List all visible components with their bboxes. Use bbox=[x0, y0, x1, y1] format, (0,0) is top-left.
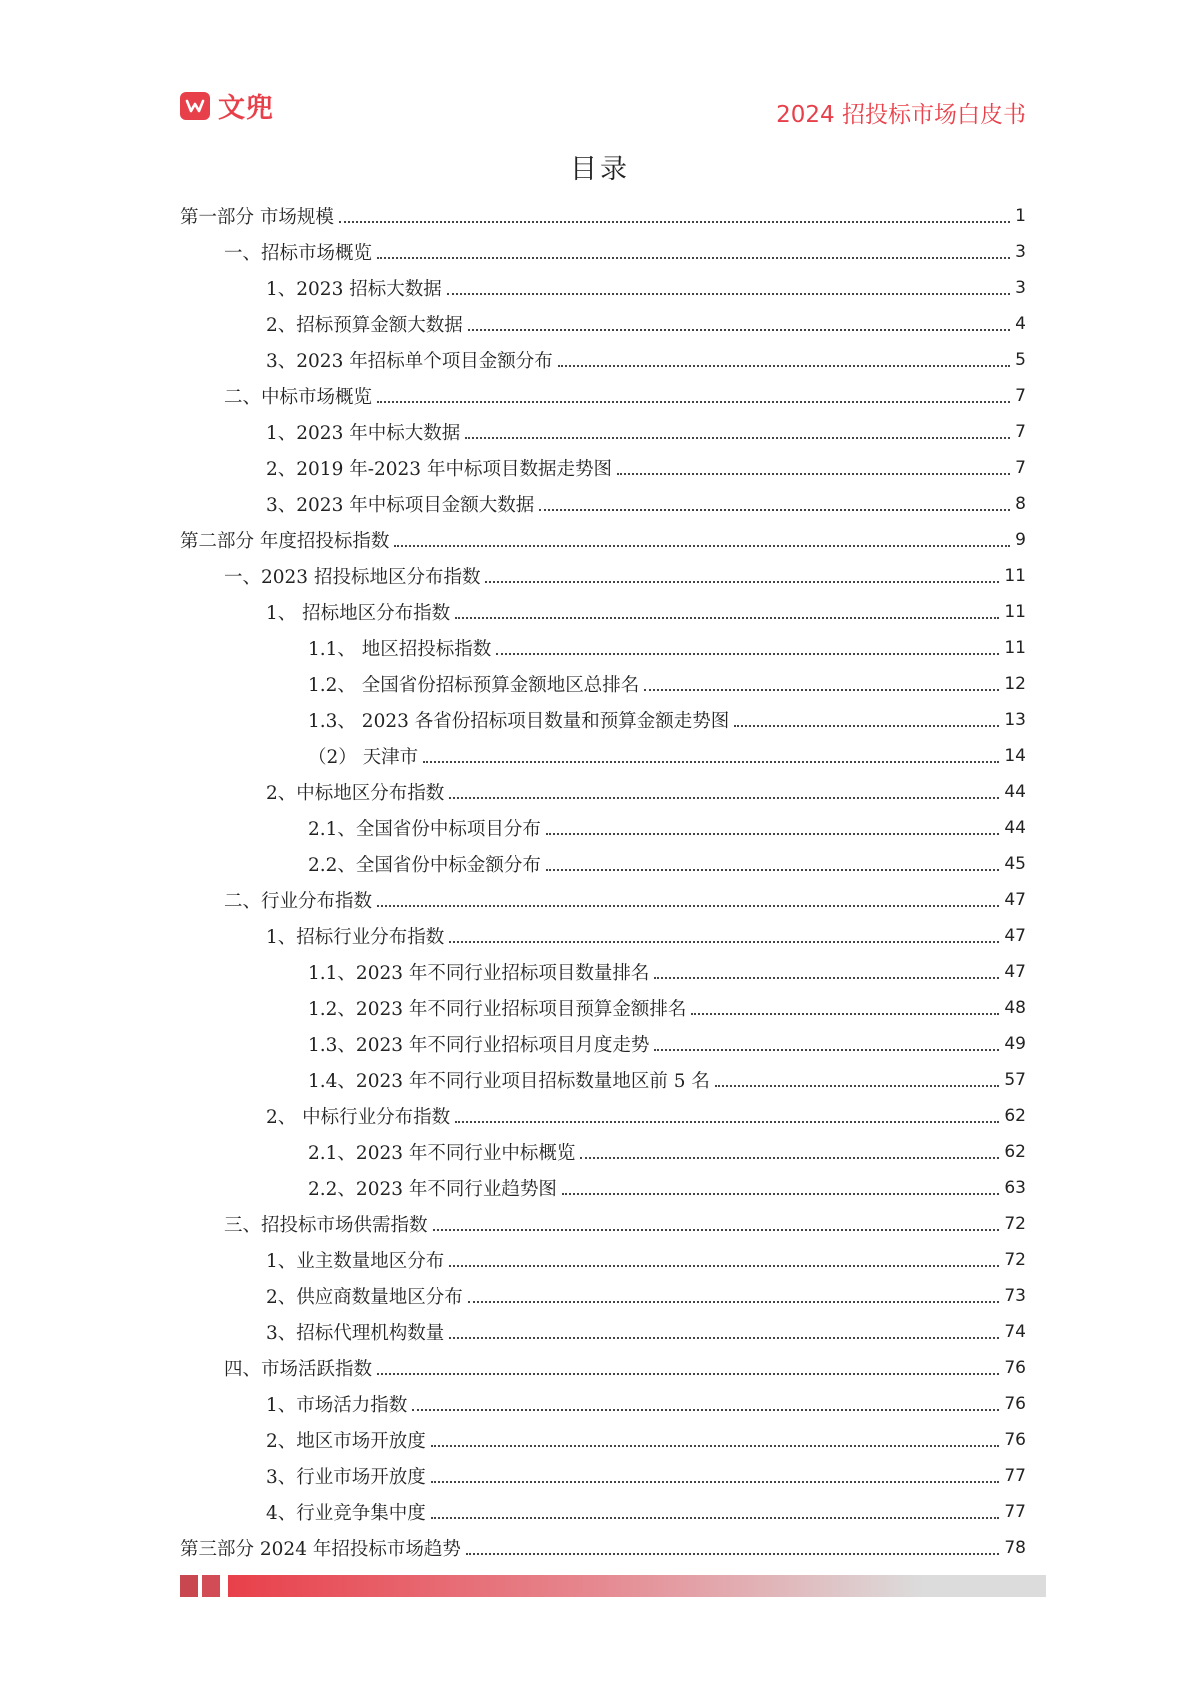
toc-dot-leader bbox=[558, 365, 1010, 367]
toc-entry-page: 72 bbox=[1004, 1214, 1026, 1234]
toc-entry-label: 1、业主数量地区分布 bbox=[266, 1251, 445, 1272]
toc-entry[interactable] bbox=[180, 198, 1026, 234]
toc-entry[interactable] bbox=[180, 1278, 1026, 1314]
toc-dot-leader bbox=[449, 941, 999, 943]
toc-dot-leader bbox=[691, 1013, 999, 1015]
toc-dot-leader bbox=[455, 1121, 999, 1123]
toc-entry-label: 第三部分 2024 年招投标市场趋势 bbox=[180, 1539, 461, 1560]
toc-entry-page: 44 bbox=[1004, 818, 1026, 838]
toc-dot-leader bbox=[423, 761, 999, 763]
toc-entry-page: 48 bbox=[1004, 998, 1026, 1018]
toc-entry-label: 3、2023 年中标项目金额大数据 bbox=[266, 495, 535, 516]
toc-entry-page: 7 bbox=[1015, 386, 1026, 406]
toc-dot-leader bbox=[562, 1193, 999, 1195]
toc-entry-label: 3、招标代理机构数量 bbox=[266, 1323, 445, 1344]
toc-title: 目录 bbox=[570, 154, 630, 185]
footer-gradient-bar bbox=[228, 1575, 1046, 1597]
toc-entry[interactable] bbox=[180, 990, 1026, 1026]
toc-dot-leader bbox=[447, 293, 1010, 295]
toc-entry-label: 一、2023 招投标地区分布指数 bbox=[224, 567, 481, 588]
toc-entry[interactable] bbox=[180, 378, 1026, 414]
toc-dot-leader bbox=[377, 905, 999, 907]
toc-dot-leader bbox=[412, 1409, 999, 1411]
page-header bbox=[180, 86, 1026, 126]
toc-entry-label: 4、行业竞争集中度 bbox=[266, 1503, 426, 1524]
toc-entry-label: 一、招标市场概览 bbox=[224, 243, 373, 264]
toc-dot-leader bbox=[468, 1301, 1000, 1303]
toc-entry-page: 72 bbox=[1004, 1250, 1026, 1270]
toc-entry[interactable] bbox=[180, 1062, 1026, 1098]
toc-entry[interactable] bbox=[180, 1314, 1026, 1350]
toc-entry-page: 76 bbox=[1004, 1394, 1026, 1414]
toc-entry-page: 3 bbox=[1015, 278, 1026, 298]
toc-entry-label: （2） 天津市 bbox=[308, 747, 419, 768]
toc-entry-label: 1、2023 招标大数据 bbox=[266, 279, 442, 300]
toc-entry-label: 2、供应商数量地区分布 bbox=[266, 1287, 463, 1308]
toc-entry-page: 77 bbox=[1004, 1502, 1026, 1522]
toc-entry-page: 5 bbox=[1015, 350, 1026, 370]
toc-dot-leader bbox=[580, 1157, 999, 1159]
brand-logo bbox=[180, 86, 274, 125]
footer-square bbox=[202, 1575, 220, 1597]
toc-entry[interactable] bbox=[180, 342, 1026, 378]
toc-entry-page: 74 bbox=[1004, 1322, 1026, 1342]
toc-entry[interactable] bbox=[180, 1026, 1026, 1062]
toc-dot-leader bbox=[377, 1373, 999, 1375]
toc-entry[interactable] bbox=[180, 846, 1026, 882]
toc-entry[interactable] bbox=[180, 954, 1026, 990]
toc-dot-leader bbox=[394, 545, 1010, 547]
toc-entry-page: 13 bbox=[1004, 710, 1026, 730]
toc-entry-label: 2.2、2023 年不同行业趋势图 bbox=[308, 1179, 557, 1200]
toc-entry[interactable] bbox=[180, 1134, 1026, 1170]
toc-entry-page: 77 bbox=[1004, 1466, 1026, 1486]
toc-entry[interactable] bbox=[180, 666, 1026, 702]
toc-entry[interactable] bbox=[180, 1494, 1026, 1530]
toc-entry-label: 1.2、 全国省份招标预算金额地区总排名 bbox=[308, 675, 640, 696]
toc-entry-label: 1.1、 地区招投标指数 bbox=[308, 639, 492, 660]
toc-entry-page: 1 bbox=[1015, 206, 1026, 226]
toc-entry-label: 2.2、全国省份中标金额分布 bbox=[308, 855, 541, 876]
toc-entry[interactable] bbox=[180, 1242, 1026, 1278]
table-of-contents bbox=[180, 198, 1026, 1566]
toc-dot-leader bbox=[377, 257, 1010, 259]
toc-entry[interactable] bbox=[180, 882, 1026, 918]
toc-entry-page: 14 bbox=[1004, 746, 1026, 766]
toc-entry[interactable] bbox=[180, 918, 1026, 954]
toc-entry-page: 44 bbox=[1004, 782, 1026, 802]
toc-entry-page: 11 bbox=[1004, 566, 1026, 586]
toc-entry[interactable] bbox=[180, 774, 1026, 810]
toc-entry[interactable] bbox=[180, 1530, 1026, 1566]
toc-entry-page: 12 bbox=[1004, 674, 1026, 694]
toc-entry-label: 1.3、 2023 各省份招标项目数量和预算金额走势图 bbox=[308, 711, 730, 732]
toc-entry-page: 9 bbox=[1015, 530, 1026, 550]
toc-entry[interactable] bbox=[180, 702, 1026, 738]
toc-entry[interactable] bbox=[180, 1098, 1026, 1134]
toc-dot-leader bbox=[654, 977, 999, 979]
toc-entry-label: 二、行业分布指数 bbox=[224, 891, 373, 912]
toc-entry-page: 78 bbox=[1004, 1538, 1026, 1558]
toc-dot-leader bbox=[449, 797, 999, 799]
toc-dot-leader bbox=[734, 725, 999, 727]
toc-entry[interactable] bbox=[180, 1422, 1026, 1458]
toc-dot-leader bbox=[496, 653, 999, 655]
toc-dot-leader bbox=[431, 1517, 1000, 1519]
toc-entry-label: 2.1、2023 年不同行业中标概览 bbox=[308, 1143, 576, 1164]
toc-entry-label: 二、中标市场概览 bbox=[224, 387, 373, 408]
toc-entry-label: 2、招标预算金额大数据 bbox=[266, 315, 463, 336]
toc-entry[interactable] bbox=[180, 414, 1026, 450]
toc-dot-leader bbox=[644, 689, 999, 691]
toc-dot-leader bbox=[654, 1049, 999, 1051]
toc-dot-leader bbox=[485, 581, 999, 583]
footer-square bbox=[180, 1575, 198, 1597]
toc-dot-leader bbox=[377, 401, 1010, 403]
toc-entry[interactable] bbox=[180, 810, 1026, 846]
toc-dot-leader bbox=[339, 221, 1010, 223]
report-title: 2024 招投标市场白皮书 bbox=[776, 102, 1026, 128]
toc-entry-page: 73 bbox=[1004, 1286, 1026, 1306]
toc-entry-page: 47 bbox=[1004, 926, 1026, 946]
toc-entry-label: 1、2023 年中标大数据 bbox=[266, 423, 461, 444]
toc-entry-page: 47 bbox=[1004, 890, 1026, 910]
toc-dot-leader bbox=[546, 833, 999, 835]
toc-entry-page: 62 bbox=[1004, 1142, 1026, 1162]
toc-entry-page: 47 bbox=[1004, 962, 1026, 982]
toc-entry-page: 8 bbox=[1015, 494, 1026, 514]
toc-dot-leader bbox=[539, 509, 1010, 511]
toc-dot-leader bbox=[617, 473, 1010, 475]
toc-dot-leader bbox=[431, 1445, 1000, 1447]
toc-entry-label: 3、2023 年招标单个项目金额分布 bbox=[266, 351, 553, 372]
toc-dot-leader bbox=[433, 1229, 1000, 1231]
toc-entry-page: 63 bbox=[1004, 1178, 1026, 1198]
toc-entry[interactable] bbox=[180, 306, 1026, 342]
toc-entry[interactable] bbox=[180, 1350, 1026, 1386]
toc-entry[interactable] bbox=[180, 234, 1026, 270]
toc-dot-leader bbox=[431, 1481, 1000, 1483]
toc-entry[interactable] bbox=[180, 630, 1026, 666]
toc-entry-page: 3 bbox=[1015, 242, 1026, 262]
toc-dot-leader bbox=[455, 617, 999, 619]
toc-entry[interactable] bbox=[180, 522, 1026, 558]
toc-entry[interactable] bbox=[180, 1458, 1026, 1494]
toc-entry-label: 1.4、2023 年不同行业项目招标数量地区前 5 名 bbox=[308, 1071, 710, 1092]
toc-entry[interactable] bbox=[180, 738, 1026, 774]
footer-decoration bbox=[180, 1575, 1046, 1597]
toc-dot-leader bbox=[468, 329, 1010, 331]
toc-entry-page: 11 bbox=[1004, 602, 1026, 622]
toc-entry-page: 7 bbox=[1015, 458, 1026, 478]
toc-entry-label: 1.3、2023 年不同行业招标项目月度走势 bbox=[308, 1035, 650, 1056]
toc-entry-label: 四、市场活跃指数 bbox=[224, 1359, 373, 1380]
toc-entry-label: 2、 中标行业分布指数 bbox=[266, 1107, 451, 1128]
toc-entry[interactable] bbox=[180, 270, 1026, 306]
toc-entry-page: 76 bbox=[1004, 1358, 1026, 1378]
toc-entry[interactable] bbox=[180, 1206, 1026, 1242]
toc-dot-leader bbox=[465, 437, 1010, 439]
toc-entry-page: 76 bbox=[1004, 1430, 1026, 1450]
brand-logo-icon bbox=[180, 92, 210, 120]
toc-dot-leader bbox=[546, 869, 999, 871]
toc-entry-page: 4 bbox=[1015, 314, 1026, 334]
toc-dot-leader bbox=[449, 1337, 999, 1339]
toc-dot-leader bbox=[449, 1265, 999, 1267]
toc-entry[interactable] bbox=[180, 558, 1026, 594]
toc-entry-label: 三、招投标市场供需指数 bbox=[224, 1215, 428, 1236]
toc-entry-page: 62 bbox=[1004, 1106, 1026, 1126]
toc-entry-label: 1、 招标地区分布指数 bbox=[266, 603, 451, 624]
toc-entry-label: 1、招标行业分布指数 bbox=[266, 927, 445, 948]
toc-dot-leader bbox=[715, 1085, 999, 1087]
toc-entry-page: 57 bbox=[1004, 1070, 1026, 1090]
toc-entry-label: 1.2、2023 年不同行业招标项目预算金额排名 bbox=[308, 999, 687, 1020]
toc-entry-label: 2.1、全国省份中标项目分布 bbox=[308, 819, 541, 840]
toc-entry-label: 3、行业市场开放度 bbox=[266, 1467, 426, 1488]
toc-entry[interactable] bbox=[180, 1170, 1026, 1206]
toc-entry-label: 2、地区市场开放度 bbox=[266, 1431, 426, 1452]
toc-entry-label: 1.1、2023 年不同行业招标项目数量排名 bbox=[308, 963, 650, 984]
toc-entry[interactable] bbox=[180, 594, 1026, 630]
toc-dot-leader bbox=[466, 1553, 1000, 1555]
toc-entry-label: 2、中标地区分布指数 bbox=[266, 783, 445, 804]
toc-entry-label: 第二部分 年度招投标指数 bbox=[180, 531, 390, 552]
toc-entry-page: 11 bbox=[1004, 638, 1026, 658]
toc-entry[interactable] bbox=[180, 450, 1026, 486]
toc-entry-page: 45 bbox=[1004, 854, 1026, 874]
toc-entry[interactable] bbox=[180, 486, 1026, 522]
brand-name: 文兜 bbox=[218, 93, 274, 124]
toc-entry-page: 7 bbox=[1015, 422, 1026, 442]
toc-entry-page: 49 bbox=[1004, 1034, 1026, 1054]
toc-entry-label: 2、2019 年-2023 年中标项目数据走势图 bbox=[266, 459, 612, 480]
toc-entry-label: 第一部分 市场规模 bbox=[180, 207, 334, 228]
toc-entry-label: 1、市场活力指数 bbox=[266, 1395, 408, 1416]
toc-entry[interactable] bbox=[180, 1386, 1026, 1422]
